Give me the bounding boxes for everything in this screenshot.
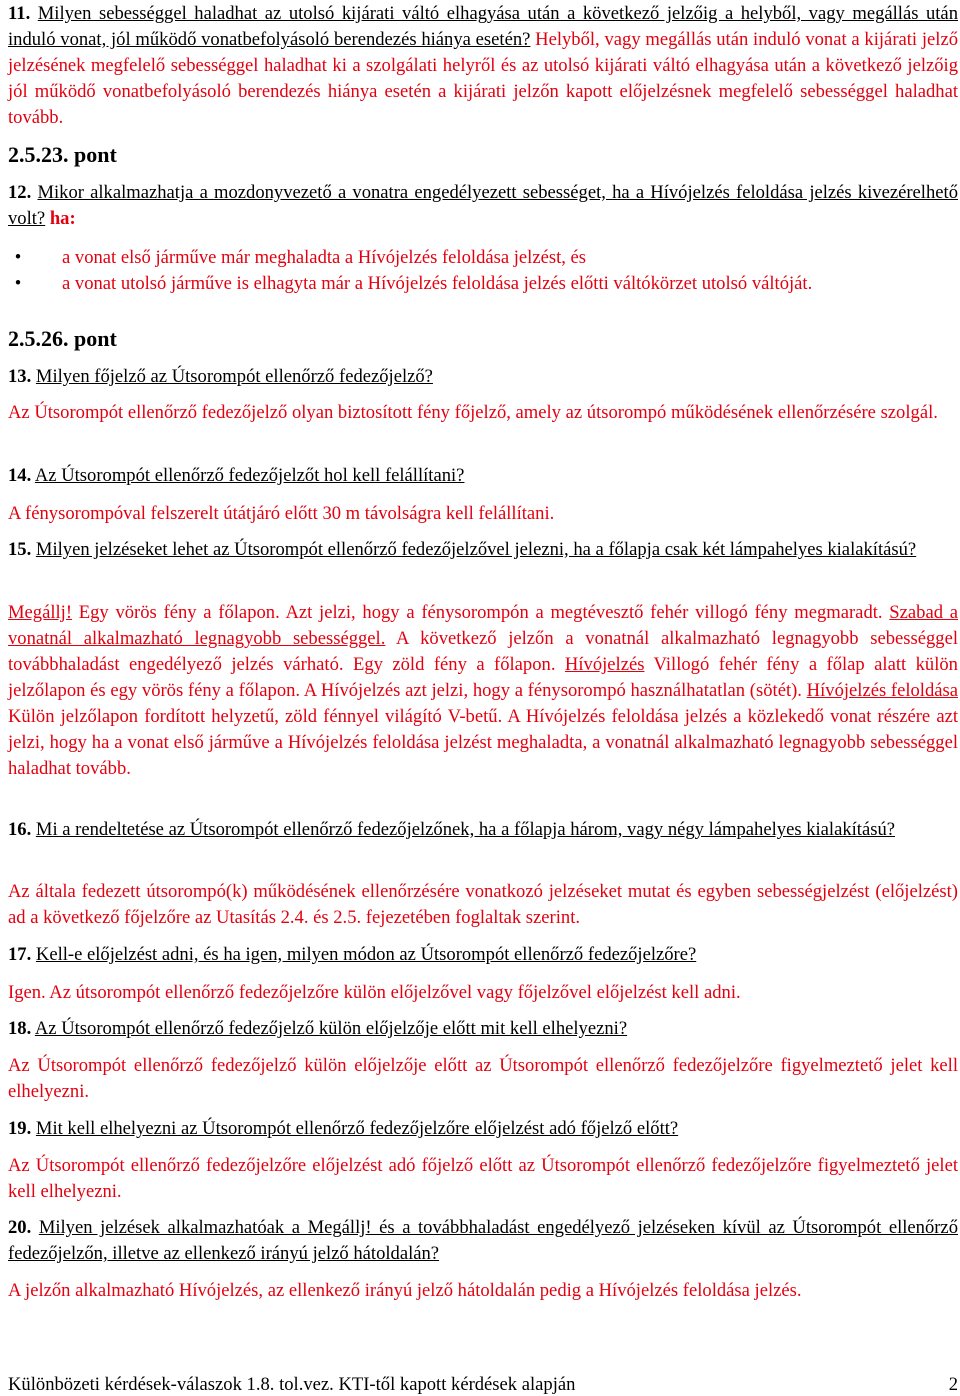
signal-name-hivojelzes-feloldasa: Hívójelzés feloldása <box>806 680 959 701</box>
question-13 <box>8 364 958 390</box>
page-number: 2 <box>948 1374 958 1395</box>
answer-lead: ha: <box>49 208 76 229</box>
question-text: Mit kell elhelyezni az Útsorompót ellenőrző fedezőjelzőre előjelzést adó főjelző előtt? <box>35 1118 679 1139</box>
signal-name-szabad: Szabad a vonatnál alkalmazható legnagyobb sebességgel. <box>8 602 958 649</box>
question-12 <box>8 180 958 232</box>
answer-15 <box>8 600 958 782</box>
answer-17: Igen. Az útsorompót ellenőrző fedezőjelzőre külön előjelzővel vagy főjelzővel előjelzést kell adni. <box>8 982 741 1003</box>
answer-text: Egy vörös fény a főlapon. Azt jelzi, hogy a fénysorompón a megtévesztő fehér villogó fény megmaradt. <box>72 602 890 623</box>
answer-14: A fénysorompóval felszerelt útátjáró előtt 30 m távolságra kell felállítani. <box>8 503 555 524</box>
question-11 <box>8 1 958 131</box>
page-footer <box>8 1374 958 1396</box>
answer-text: Villogó fehér fény a főlap alatt külön jelzőlapon és egy vörös fény a főlapon. A Hívójelzés azt jelzi, hogy a fénysorompó használhatatlan (sötét). <box>8 654 958 701</box>
question-text: Az Útsorompót ellenőrző fedezőjelzőt hol kell felállítani? <box>34 465 465 486</box>
bullet-icon: • <box>14 273 22 294</box>
answer-text: Helyből, vagy megállás után induló vonat a kijárati jelző jelzésének megfelelő sebességgel haladhat ki a szolgálati helyről és az utolsó kijárati váltó elhagyása után a következő jelzőig jól működő vonatbefolyásoló berendezés hiánya esetén a kijárati jelzőn kapott előjelzésnek megfelelő sebességgel haladhat tovább. <box>8 29 958 128</box>
question-text: Kell-e előjelzést adni, és ha igen, milyen módon az Útsorompót ellenőrző fedezőjelzőre? <box>35 944 697 965</box>
question-text: Mi a rendeltetése az Útsorompót ellenőrző fedezőjelzőnek, ha a főlapja három, vagy négy lámpahelyes kialakítású? <box>35 819 896 840</box>
question-18 <box>8 1016 958 1042</box>
question-16 <box>8 817 958 843</box>
question-14 <box>8 463 958 489</box>
question-15 <box>8 537 958 563</box>
answer-20: A jelzőn alkalmazható Hívójelzés, az ellenkező irányú jelző hátoldalán pedig a Hívójelzés feloldása jelzés. <box>8 1280 802 1301</box>
answer-13: Az Útsorompót ellenőrző fedezőjelző olyan biztosított fény főjelző, amely az útsorompó működésének ellenőrzésére szolgál. <box>8 402 938 423</box>
question-text: Milyen jelzéseket lehet az Útsorompót ellenőrző fedezőjelzővel jelezni, ha a főlapja csak két lámpahelyes kialakítású? <box>35 539 917 560</box>
question-19 <box>8 1116 958 1142</box>
question-text: Milyen sebességgel haladhat az utolsó kijárati váltó elhagyása után a következő jelzőig a helyből, vagy megállás után induló vonat, jól működő vonatbefolyásoló berendezés hiánya esetén? <box>8 3 958 50</box>
answer-19: Az Útsorompót ellenőrző fedezőjelzőre előjelzést adó főjelző előtt az Útsorompót ellenőrző fedezőjelzőre figyelmeztető jelet kell elhelyezni. <box>8 1155 958 1202</box>
signal-name-hivojelzes: Hívójelzés <box>564 654 645 675</box>
question-text: Mikor alkalmazhatja a mozdonyvezető a vonatra engedélyezett sebességet, ha a Hívójelzés feloldása jelzés kivezérelhető volt? <box>8 182 958 229</box>
answer-text: Külön jelzőlapon fordított helyzetű, zöld fénnyel világító V-betű. A Hívójelzés feloldása jelzés a közlekedő vonat részére azt jelzi, hogy ha a vonat első járműve a Hívójelzés feloldása jelzést meghaladta, a vonatnál alkalmazható legnagyobb sebességgel haladhat tovább. <box>8 706 958 779</box>
answer-16: Az általa fedezett útsorompó(k) működésének ellenőrzésére vonatkozó jelzéseket mutat és egyben sebességjelzést (előjelzést) ad a következő főjelzőre az Utasítás 2.4. és 2.5. fejezetében foglaltak szerint. <box>8 881 958 928</box>
question-text: Milyen főjelző az Útsorompót ellenőrző fedezőjelző? <box>35 366 433 387</box>
question-text: Milyen jelzések alkalmazhatóak a Megállj! és a továbbhaladást engedélyező jelzéseken kívül az Útsorompót ellenőrző fedezőjelzőn, illetve az ellenkező irányú jelző hátoldalán? <box>8 1217 958 1264</box>
question-number: 13. <box>8 366 32 387</box>
list-item <box>8 271 958 297</box>
bullet-text: a vonat utolsó járműve is elhagyta már a Hívójelzés feloldása jelzés előtti váltókörzet utolsó váltóját. <box>62 273 813 294</box>
question-number: 14. <box>8 465 32 486</box>
section-heading: 2.5.26. pont <box>8 326 117 351</box>
signal-name-megallj: Megállj! <box>8 602 73 623</box>
bullet-icon: • <box>14 247 22 268</box>
question-number: 20. <box>8 1217 32 1238</box>
question-17 <box>8 942 958 968</box>
question-number: 11. <box>8 3 31 24</box>
bullet-text: a vonat első járműve már meghaladta a Hívójelzés feloldása jelzést, és <box>62 247 587 268</box>
question-20 <box>8 1215 958 1267</box>
question-number: 15. <box>8 539 32 560</box>
question-number: 17. <box>8 944 32 965</box>
footer-text: Különbözeti kérdések-válaszok 1.8. tol.vez. KTI-től kapott kérdések alapján <box>8 1374 576 1395</box>
answer-text: A következő jelzőn a vonatnál alkalmazható legnagyobb sebességgel továbbhaladást engedélyező jelzés várható. Egy zöld fény a főlapon. <box>8 628 958 675</box>
question-number: 18. <box>8 1018 32 1039</box>
question-text: Az Útsorompót ellenőrző fedezőjelző külön előjelzője előtt mit kell elhelyezni? <box>34 1018 628 1039</box>
answer-18: Az Útsorompót ellenőrző fedezőjelző külön előjelzője előtt az Útsorompót ellenőrző fedezőjelzőre figyelmeztető jelet kell elhelyezni. <box>8 1055 958 1102</box>
section-heading: 2.5.23. pont <box>8 142 117 167</box>
list-item <box>8 245 958 271</box>
question-number: 16. <box>8 819 32 840</box>
question-number: 12. <box>8 182 32 203</box>
question-number: 19. <box>8 1118 32 1139</box>
answer-bullet-list <box>8 245 958 297</box>
